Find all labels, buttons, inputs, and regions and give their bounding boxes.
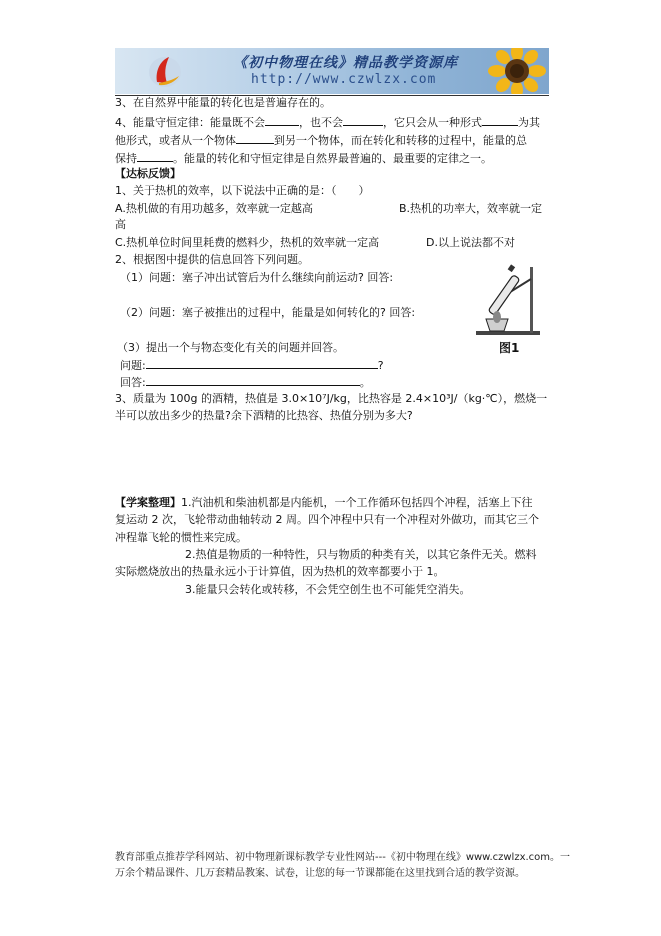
answer-line — [146, 373, 360, 386]
blank — [482, 113, 518, 126]
question-3-line2: 半可以放出多少的热量?余下酒精的比热容、热值分别为多大? — [115, 409, 413, 422]
logo-icon — [143, 52, 183, 90]
item-4-line3: 保持 。能量的转化和守恒定律是自然界最普遍的、最重要的定律之一。 — [115, 149, 492, 167]
header-banner — [115, 48, 549, 94]
section-heading-summary: 【学案整理】 — [115, 496, 181, 509]
question-2-3-answer: 回答: 。 — [120, 373, 371, 391]
question-1: 1、关于热机的效率，以下说法中正确的是：（ ） — [115, 184, 370, 197]
summary-line1: 【学案整理】1.汽油机和柴油机都是内能机，一个工作循环包括四个冲程，活塞上下往 — [115, 496, 533, 509]
item-4-line1: 4、能量守恒定律：能量既不会 ，也不会 ，它只会从一种形式 为其 — [115, 113, 540, 131]
blank — [343, 113, 383, 126]
question-2: 2、根据图中提供的信息回答下列问题。 — [115, 253, 309, 266]
item-4-line2: 他形式，或者从一个物体 到另一个物体，而在转化和转移的过程中，能量的总 — [115, 131, 527, 149]
summary-line3: 冲程靠飞轮的惯性来完成。 — [115, 531, 247, 544]
sunflower-icon — [487, 48, 549, 94]
summary-line6: 3.能量只会转化或转移，不会凭空创生也不可能凭空消失。 — [185, 583, 471, 596]
blank — [137, 149, 173, 162]
answer-line — [146, 356, 378, 369]
summary-line2: 复运动 2 次，飞轮带动曲轴转动 2 周。四个冲程中只有一个冲程对外做功，而其它三个 — [115, 513, 539, 526]
question-2-1: （1）问题：塞子冲出试管后为什么继续向前运动? 回答: — [120, 271, 394, 284]
option-a: A.热机做的有用功越多，效率就一定越高 — [115, 202, 313, 215]
footer-line1: 教育部重点推荐学科网站、初中物理新课标教学专业性网站---《初中物理在线》www.czwlzx.com。一 — [115, 852, 571, 863]
option-b: B.热机的功率大，效率就一定 — [399, 202, 543, 215]
experiment-figure — [472, 257, 546, 353]
option-d: D.以上说法都不对 — [426, 236, 515, 249]
figure-label: 图1 — [499, 341, 520, 355]
option-b-cont: 高 — [115, 218, 126, 231]
blank — [265, 113, 299, 126]
summary-line4: 2.热值是物质的一种特性，只与物质的种类有关，以其它条件无关。燃料 — [185, 548, 537, 561]
banner-title: 《初中物理在线》精品教学资源库 — [233, 55, 458, 71]
section-heading-feedback: 【达标反馈】 — [115, 167, 181, 180]
banner-url: http://www.czwlzx.com — [251, 72, 437, 87]
blank — [236, 131, 274, 144]
question-2-2: （2）问题：塞子被推出的过程中，能量是如何转化的? 回答: — [120, 306, 416, 319]
question-3-line1: 3、质量为 100g 的酒精，热值是 3.0×10⁷J/kg，比热容是 2.4×10³J/（kg·℃），燃烧一 — [115, 392, 548, 405]
item-3: 3、在自然界中能量的转化也是普遍存在的。 — [115, 96, 331, 109]
footer-line2: 万余个精品课件、几万套精品教案、试卷，让您的每一节课都能在这里找到合适的教学资源。 — [115, 868, 525, 879]
question-2-3: （3）提出一个与物态变化有关的问题并回答。 — [117, 341, 344, 354]
option-c: C.热机单位时间里耗费的燃料少，热机的效率就一定高 — [115, 236, 380, 249]
summary-line5: 实际燃烧放出的热量永远小于计算值，因为热机的效率都要小于 1。 — [115, 565, 445, 578]
question-2-3-ask: 问题: ? — [120, 356, 384, 374]
